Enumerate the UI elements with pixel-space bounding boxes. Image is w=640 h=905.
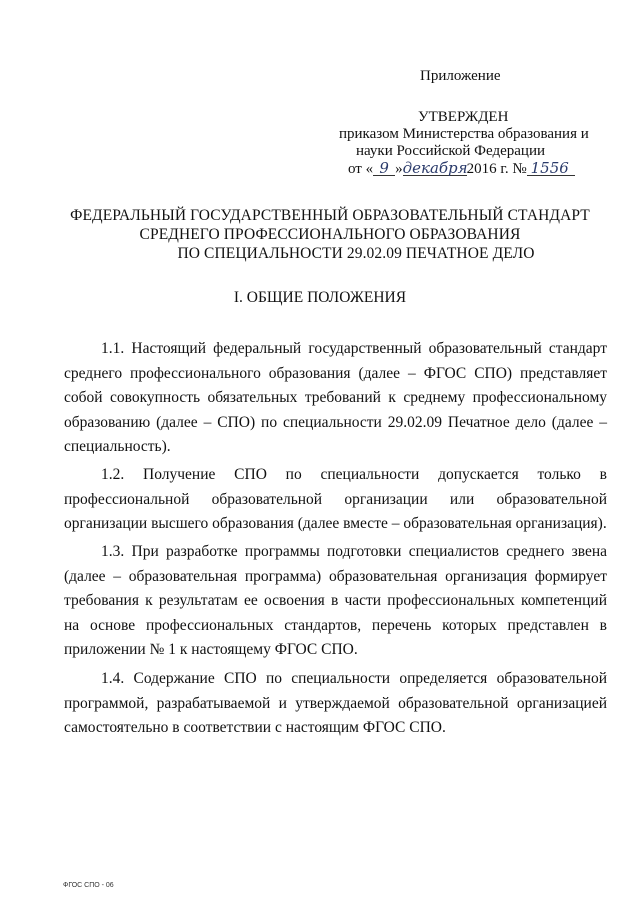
date-month-handwritten: декабря	[402, 159, 468, 177]
paragraph-text: 1.2. Получение СПО по специальности допускается только в профессиональной образовательной организации или образовательной организации высшего образования (далее вместе – образовательная организация).	[64, 466, 607, 533]
document-title-line-2: СРЕДНЕГО ПРОФЕССИОНАЛЬНОГО ОБРАЗОВАНИЯ	[139, 226, 521, 243]
date-year: 2016 г. №	[466, 161, 527, 177]
paragraph-text: 1.1. Настоящий федеральный государственный образовательный стандарт среднего профессионального образования (далее – ФГОС СПО) представляет собой совокупность обязательных требований к среднему профессиональному образованию (далее – СПО) по специальности 29.02.09 Печатное дело (далее – специальность).	[64, 340, 607, 456]
paragraph-text: 1.3. При разработке программы подготовки специалистов среднего звена (далее – образовательная программа) образовательная организация формирует требования к результатам ее освоения в части профессиональных компетенций на основе профессиональных стандартов, перечень которых представлен в приложении № 1 к настоящему ФГОС СПО.	[64, 543, 607, 659]
paragraph-1-4	[64, 667, 607, 741]
order-number-handwritten: 1556	[527, 161, 575, 176]
date-day-handwritten: 9	[373, 161, 395, 176]
page-footer-code: ФГОС СПО - 06	[63, 882, 114, 889]
document-title-line-1: ФЕДЕРАЛЬНЫЙ ГОСУДАРСТВЕННЫЙ ОБРАЗОВАТЕЛЬНЫЙ СТАНДАРТ	[70, 207, 590, 224]
appendix-label: Приложение	[420, 68, 501, 84]
paragraph-1-1	[64, 337, 607, 460]
date-quote: »	[395, 161, 403, 177]
date-prefix: от «	[348, 161, 374, 177]
document-title-line-3: ПО СПЕЦИАЛЬНОСТИ 29.02.09 ПЕЧАТНОЕ ДЕЛО	[177, 245, 535, 262]
paragraph-1-3	[64, 540, 607, 663]
order-date-line	[348, 161, 575, 178]
order-line-2: науки Российской Федерации	[356, 143, 546, 159]
paragraph-text: 1.4. Содержание СПО по специальности определяется образовательной программой, разрабатываемой и утверждаемой образовательной организацией самостоятельно в соответствии с настоящим ФГОС СПО.	[64, 670, 607, 737]
section-heading: I. ОБЩИЕ ПОЛОЖЕНИЯ	[233, 289, 407, 306]
order-line-1: приказом Министерства образования и	[339, 126, 589, 142]
paragraph-1-2	[64, 463, 607, 537]
approved-label: УТВЕРЖДЕН	[418, 109, 509, 125]
